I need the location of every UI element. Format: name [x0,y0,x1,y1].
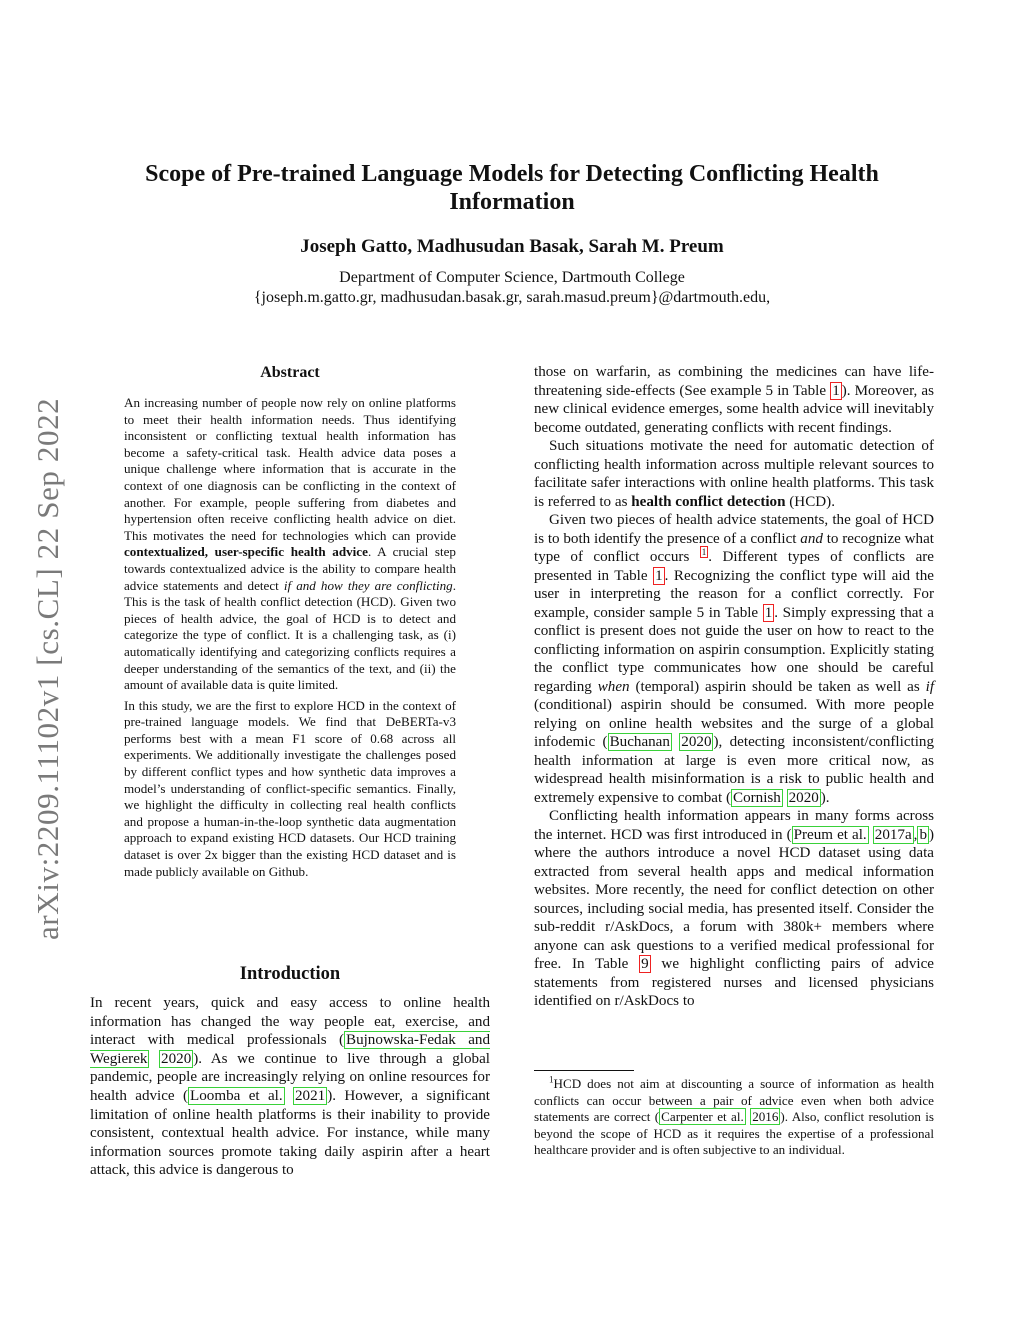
body-text: ). [820,789,830,806]
right-column [534,363,934,1011]
citation-link[interactable]: Loomba et al. [190,1087,283,1104]
author-list: Joseph Gatto, Madhusudan Basak, Sarah M. Preum [300,236,724,257]
italic-word: and [800,530,823,547]
right-paragraph-4: Conflicting health information appears in many forms across the internet. HCD was first introduced in ( Preum et al. 2017a , b ) where the authors introduce a novel HCD dataset using data extracted from several health apps and medical information websites. More recently, the need for conflict detection on other sources, including social media, has presented itself. Consider the sub-reddit r/AskDocs, a forum with 380k+ members where anyone can ask questions to a verified medical professional for free. In Table 9 we highlight conflicting pairs of advice statements from registered nurses and licensed physicians identified on r/AskDocs to [534,808,935,1009]
title-line-1: Scope of Pre-trained Language Models for Detecting Conflicting Health [145,161,879,187]
intro-text: ). However, a significant limitation of online health platforms is their inability to provide consistent, contextual health advice. For instance, while many information sources promote taking daily aspirin after a heart attack, this advice is dangerous to [90,1087,490,1179]
right-paragraph-3 [534,511,934,807]
italic-word: when [597,678,630,695]
introduction-heading: Introduction [239,964,341,984]
body-text: Such situations motivate the need for automatic detection of conflicting health information across multiple relevant sources to facilitate safer interactions with online health platforms. This task is referred to as [534,438,934,510]
footnote-body: ). Also, conflict resolution is beyond the scope of HCD as it requires the expertise of a professional healthcare provider and is often subjective to an individual. [534,1109,935,1158]
citation-link[interactable]: Carpenter et al. [661,1109,744,1125]
introduction-body [90,994,490,1180]
citation-link[interactable]: Bujnowska-Fedak and Wegierek [90,1032,490,1067]
arxiv-stamp: arXiv:2209.11102v1 [cs.CL] 22 Sep 2022 [30,397,65,940]
footnote-mark: 1 [549,1074,554,1085]
body-text: (temporal) aspirin should be taken as well as [629,678,926,695]
citation-year-link[interactable]: 2021 [295,1087,326,1104]
intro-paragraph-1 [90,994,490,1180]
citation-year-link[interactable]: b [919,826,927,843]
citation-year-link[interactable]: 2020 [681,734,712,750]
footnote-ref-link[interactable]: 1 [701,546,707,557]
citation-link[interactable]: Cornish [733,789,781,806]
abstract-italic-phrase: if and how they are conflicting [283,577,453,593]
abstract-body [124,395,456,884]
affiliation: Department of Computer Science, Dartmouth College [339,269,685,286]
body-text: Given two pieces of health advice statements, the goal of HCD is to both identify the presence of a conflict [534,512,934,547]
right-paragraph-2 [534,437,934,511]
body-text: . Different types of conflicts are presented in Table [534,549,934,584]
abstract-text: . This is the task of health conflict detection (HCD). Given two pieces of health advice, the goal of HCD is to detect and categorize the type of conflict. It is a challenging task, as (i) automatically identifying and categorizing conflicts requires a deeper understanding of the semantics of the text, and (ii) the amount of available data is quite limited. [124,577,457,693]
body-text: ), detecting inconsistent/conflicting health information at large is even more critical now, as widespread health misinformation is a risk to public health and extremely expensive to combat ( [534,734,934,806]
citation-year-link[interactable]: 2016 [752,1109,779,1125]
citation-year-link[interactable]: 2020 [161,1050,192,1067]
intro-text: ). As we continue to live through a global pandemic, people are increasingly relying on online resources for health advice ( [90,1050,490,1104]
body-text: ). Moreover, as new clinical evidence emerges, some health advice will inevitably become outdated, generating conflicts with recent findings. [534,382,934,436]
title-line-2: Information [449,189,575,215]
author-emails: {joseph.m.gatto.gr, madhusudan.basak.gr, sarah.masud.preum}@dartmouth.edu, [253,289,771,306]
abstract-heading: Abstract [260,364,320,381]
footnote [534,1076,934,1159]
abstract-paragraph-2: In this study, we are the first to explore HCD in the context of pre-trained language models. We find that DeBERTa-v3 performs best with a mean F1 score of 0.68 across all experiments. We additionally investigate the challenges posed by different conflict types and how synthetic data improves a model’s understanding of conflict-specific semantics. Finally, we highlight the difficulty in collecting real health conflicts and propose a human-in-the-loop synthetic data augmentation approach to expand existing HCD datasets. Our HCD training dataset is over 2x bigger than the existing HCD dataset and is made publicly available on Github. [124,697,456,879]
affiliation-block [120,268,904,308]
table-ref-link[interactable]: 1 [655,567,663,584]
abstract-text: An increasing number of people now rely on online platforms to meet their health information needs. Thus identifying inconsistent or conflicting textual health information has become a safety-critical task. Health advice data poses a unique challenge where information that is accurate in the context of one diagnosis can be conflicting in the context of another. For example, people suffering from diabetes and hypertension often receive conflicting health advice on diet. This motivates the need for technologies which can provide [124,395,456,543]
body-text: ) where the authors introduce a novel HCD dataset using data extracted from several health apps and medical information websites. More recently, the need for conflict detection on other sources, including social media, has presented itself. Consider the sub-reddit r/AskDocs, a forum with 380k+ members where anyone can ask questions to a verified medical professional for free. In Table [534,826,935,972]
body-text: Conflicting health information appears in many forms across the internet. HCD was first introduced in ( [534,808,934,843]
citation-year-link[interactable]: 2017a [874,826,912,843]
body-text: we highlight conflicting pairs of advice statements from registered nurses and licensed physicians identified on r/AskDocs to [534,956,934,1009]
table-ref-link[interactable]: 1 [832,382,840,399]
intro-text: In recent years, quick and easy access to online health information has changed the way people eat, exercise, and interact with medical professionals ( [90,995,490,1049]
paper-title [120,160,904,216]
table-ref-link[interactable]: 1 [764,604,773,621]
body-text: (conditional) aspirin should be consumed. With more people relying on online health websites and the surge of a global infodemic ( [534,697,934,750]
body-text: those on warfarin, as combining the medicines can have life-threatening side-effects (See example 5 in Table [534,364,934,399]
abstract-bold-phrase: contextualized, user-specific health advice [124,544,368,560]
bold-term: health conflict detection [631,493,786,510]
footnote-divider [534,1070,634,1071]
body-text: (HCD). [785,493,835,510]
abstract-paragraph-1 [124,395,456,694]
citation-link[interactable]: Preum et al. [793,826,867,843]
citation-link[interactable]: Buchanan [609,734,670,750]
citation-year-link[interactable]: 2020 [788,789,819,806]
right-paragraph-1 [534,363,934,437]
table-ref-link[interactable]: 9 [641,956,649,972]
abstract-text: . A crucial step towards contextualized advice is the ability to compare health advice statements and detect [124,544,456,593]
body-text: . Simply expressing that a conflict is present does not guide the user on how to react to the conflicting information on aspirin consumption. Explicitly stating the conflict type communicates how one should be careful regarding [534,604,934,695]
body-text: to recognize what type of conflict occurs [534,530,934,565]
italic-word: if [925,678,935,695]
footnote-body: HCD does not aim at discounting a source of information as health conflicts can occur between a pair of advice even when both advice statements are correct ( [534,1076,934,1125]
footnote-text [534,1076,934,1159]
body-text: . Recognizing the conflict type will aid the user in interpreting the reason for a conflict correctly. For example, consider sample 5 in Table [534,567,934,621]
